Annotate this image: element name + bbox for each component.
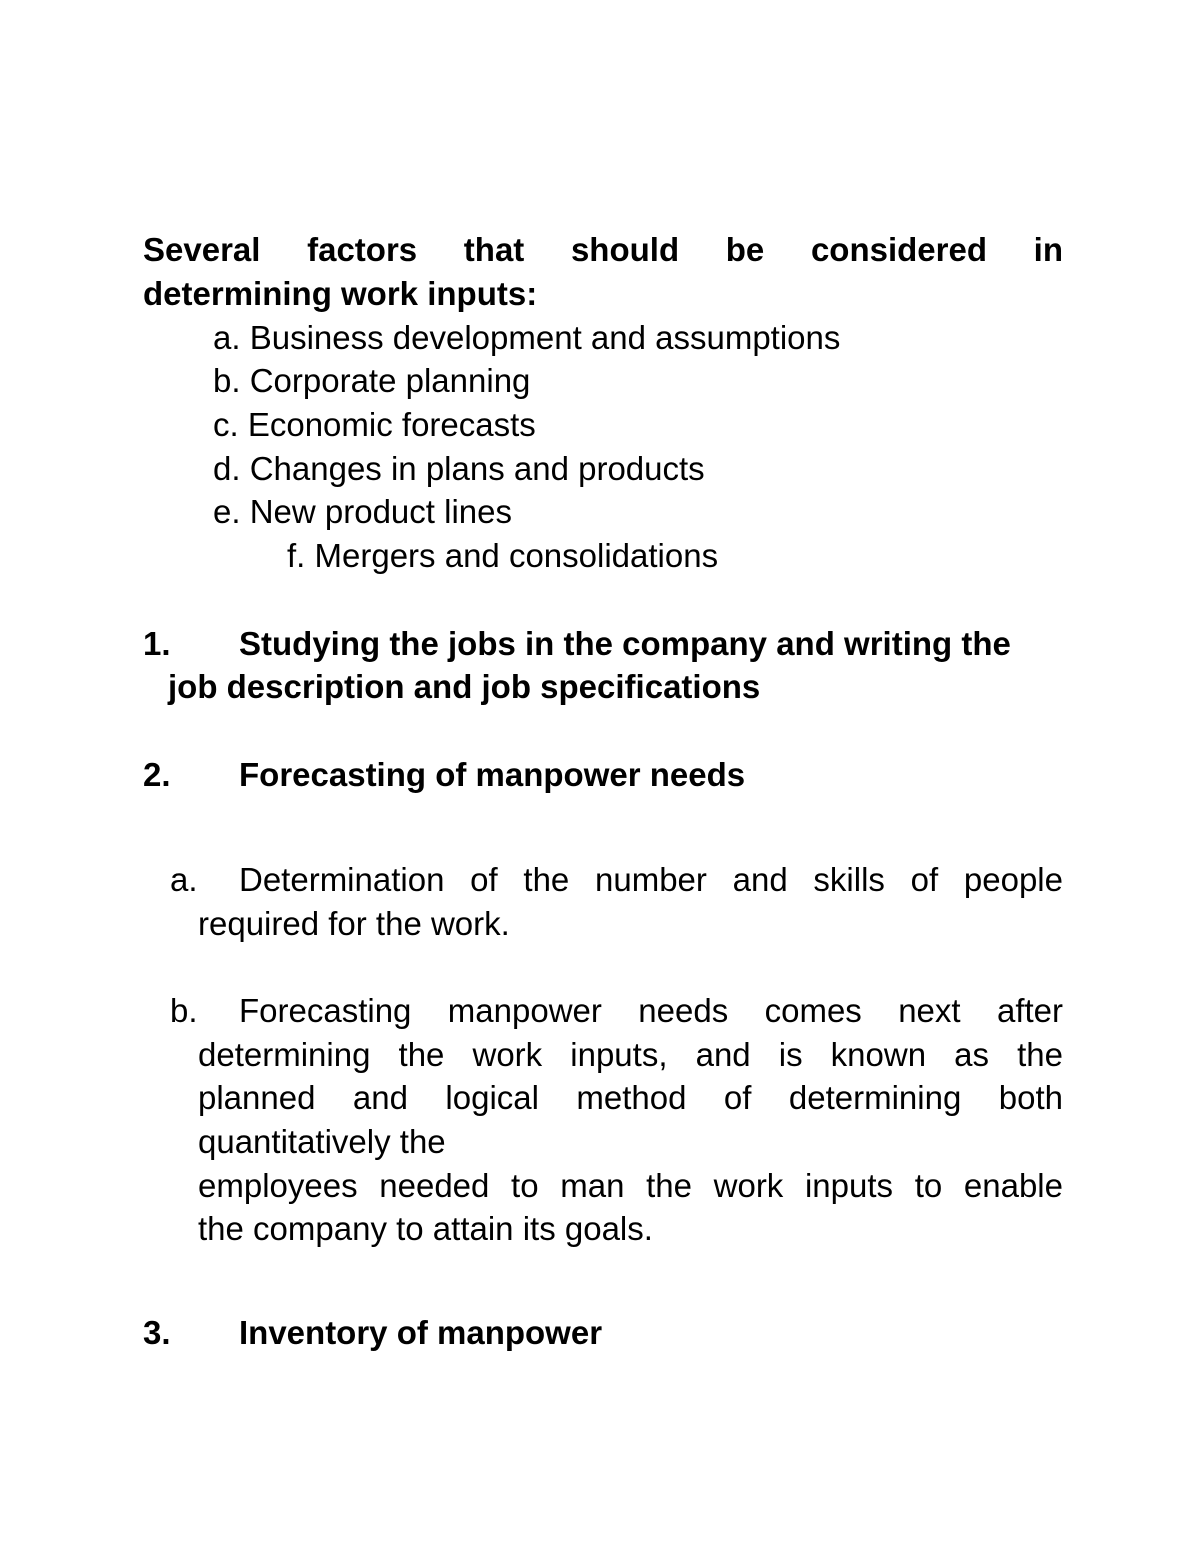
section-title: Forecasting of manpower needs (239, 756, 746, 793)
subitem-line: required for the work. (198, 905, 510, 942)
section-number: 3. (143, 1314, 171, 1351)
subitem-line: quantitatively the (198, 1123, 446, 1160)
factor-marker: a. (213, 319, 241, 356)
factor-item (287, 536, 718, 576)
factor-item (213, 405, 536, 445)
factor-text: Business development and assumptions (249, 319, 841, 356)
factor-text: Mergers and consolidations (314, 537, 719, 574)
factor-marker: e. (213, 493, 241, 530)
factor-item (213, 492, 512, 532)
section-title-line-2: job description and job specifications (168, 668, 761, 705)
subitem-marker: b. (170, 992, 198, 1029)
section-number: 2. (143, 756, 171, 793)
factor-marker: f. (287, 537, 306, 574)
section-title-line-1: Studying the jobs in the company and writing the (239, 625, 1011, 662)
subitem-line: the company to attain its goals. (198, 1210, 653, 1247)
subitem-line: Determination of the number and skills of people (239, 861, 1063, 898)
subitem-line: employees needed to man the work inputs to enable (198, 1167, 1063, 1204)
intro-heading-line-2: determining work inputs: (143, 275, 538, 312)
section-number: 1. (143, 625, 171, 662)
subitem-line: Forecasting manpower needs comes next after (239, 992, 1063, 1029)
factor-text: Corporate planning (249, 362, 531, 399)
factor-item (213, 318, 840, 358)
factor-marker: b. (213, 362, 241, 399)
factor-text: New product lines (249, 493, 512, 530)
factor-marker: c. (213, 406, 239, 443)
factor-text: Changes in plans and products (249, 450, 705, 487)
factor-item (213, 361, 530, 401)
intro-heading-line-1: Several factors that should be considered in (143, 231, 1063, 268)
subitem-marker: a. (170, 861, 198, 898)
factor-text: Economic forecasts (247, 406, 536, 443)
factor-item (213, 449, 705, 489)
factor-marker: d. (213, 450, 241, 487)
section-title: Inventory of manpower (239, 1314, 603, 1351)
subitem-line: determining the work inputs, and is known as the (198, 1036, 1063, 1073)
subitem-line: planned and logical method of determining both (198, 1079, 1063, 1116)
